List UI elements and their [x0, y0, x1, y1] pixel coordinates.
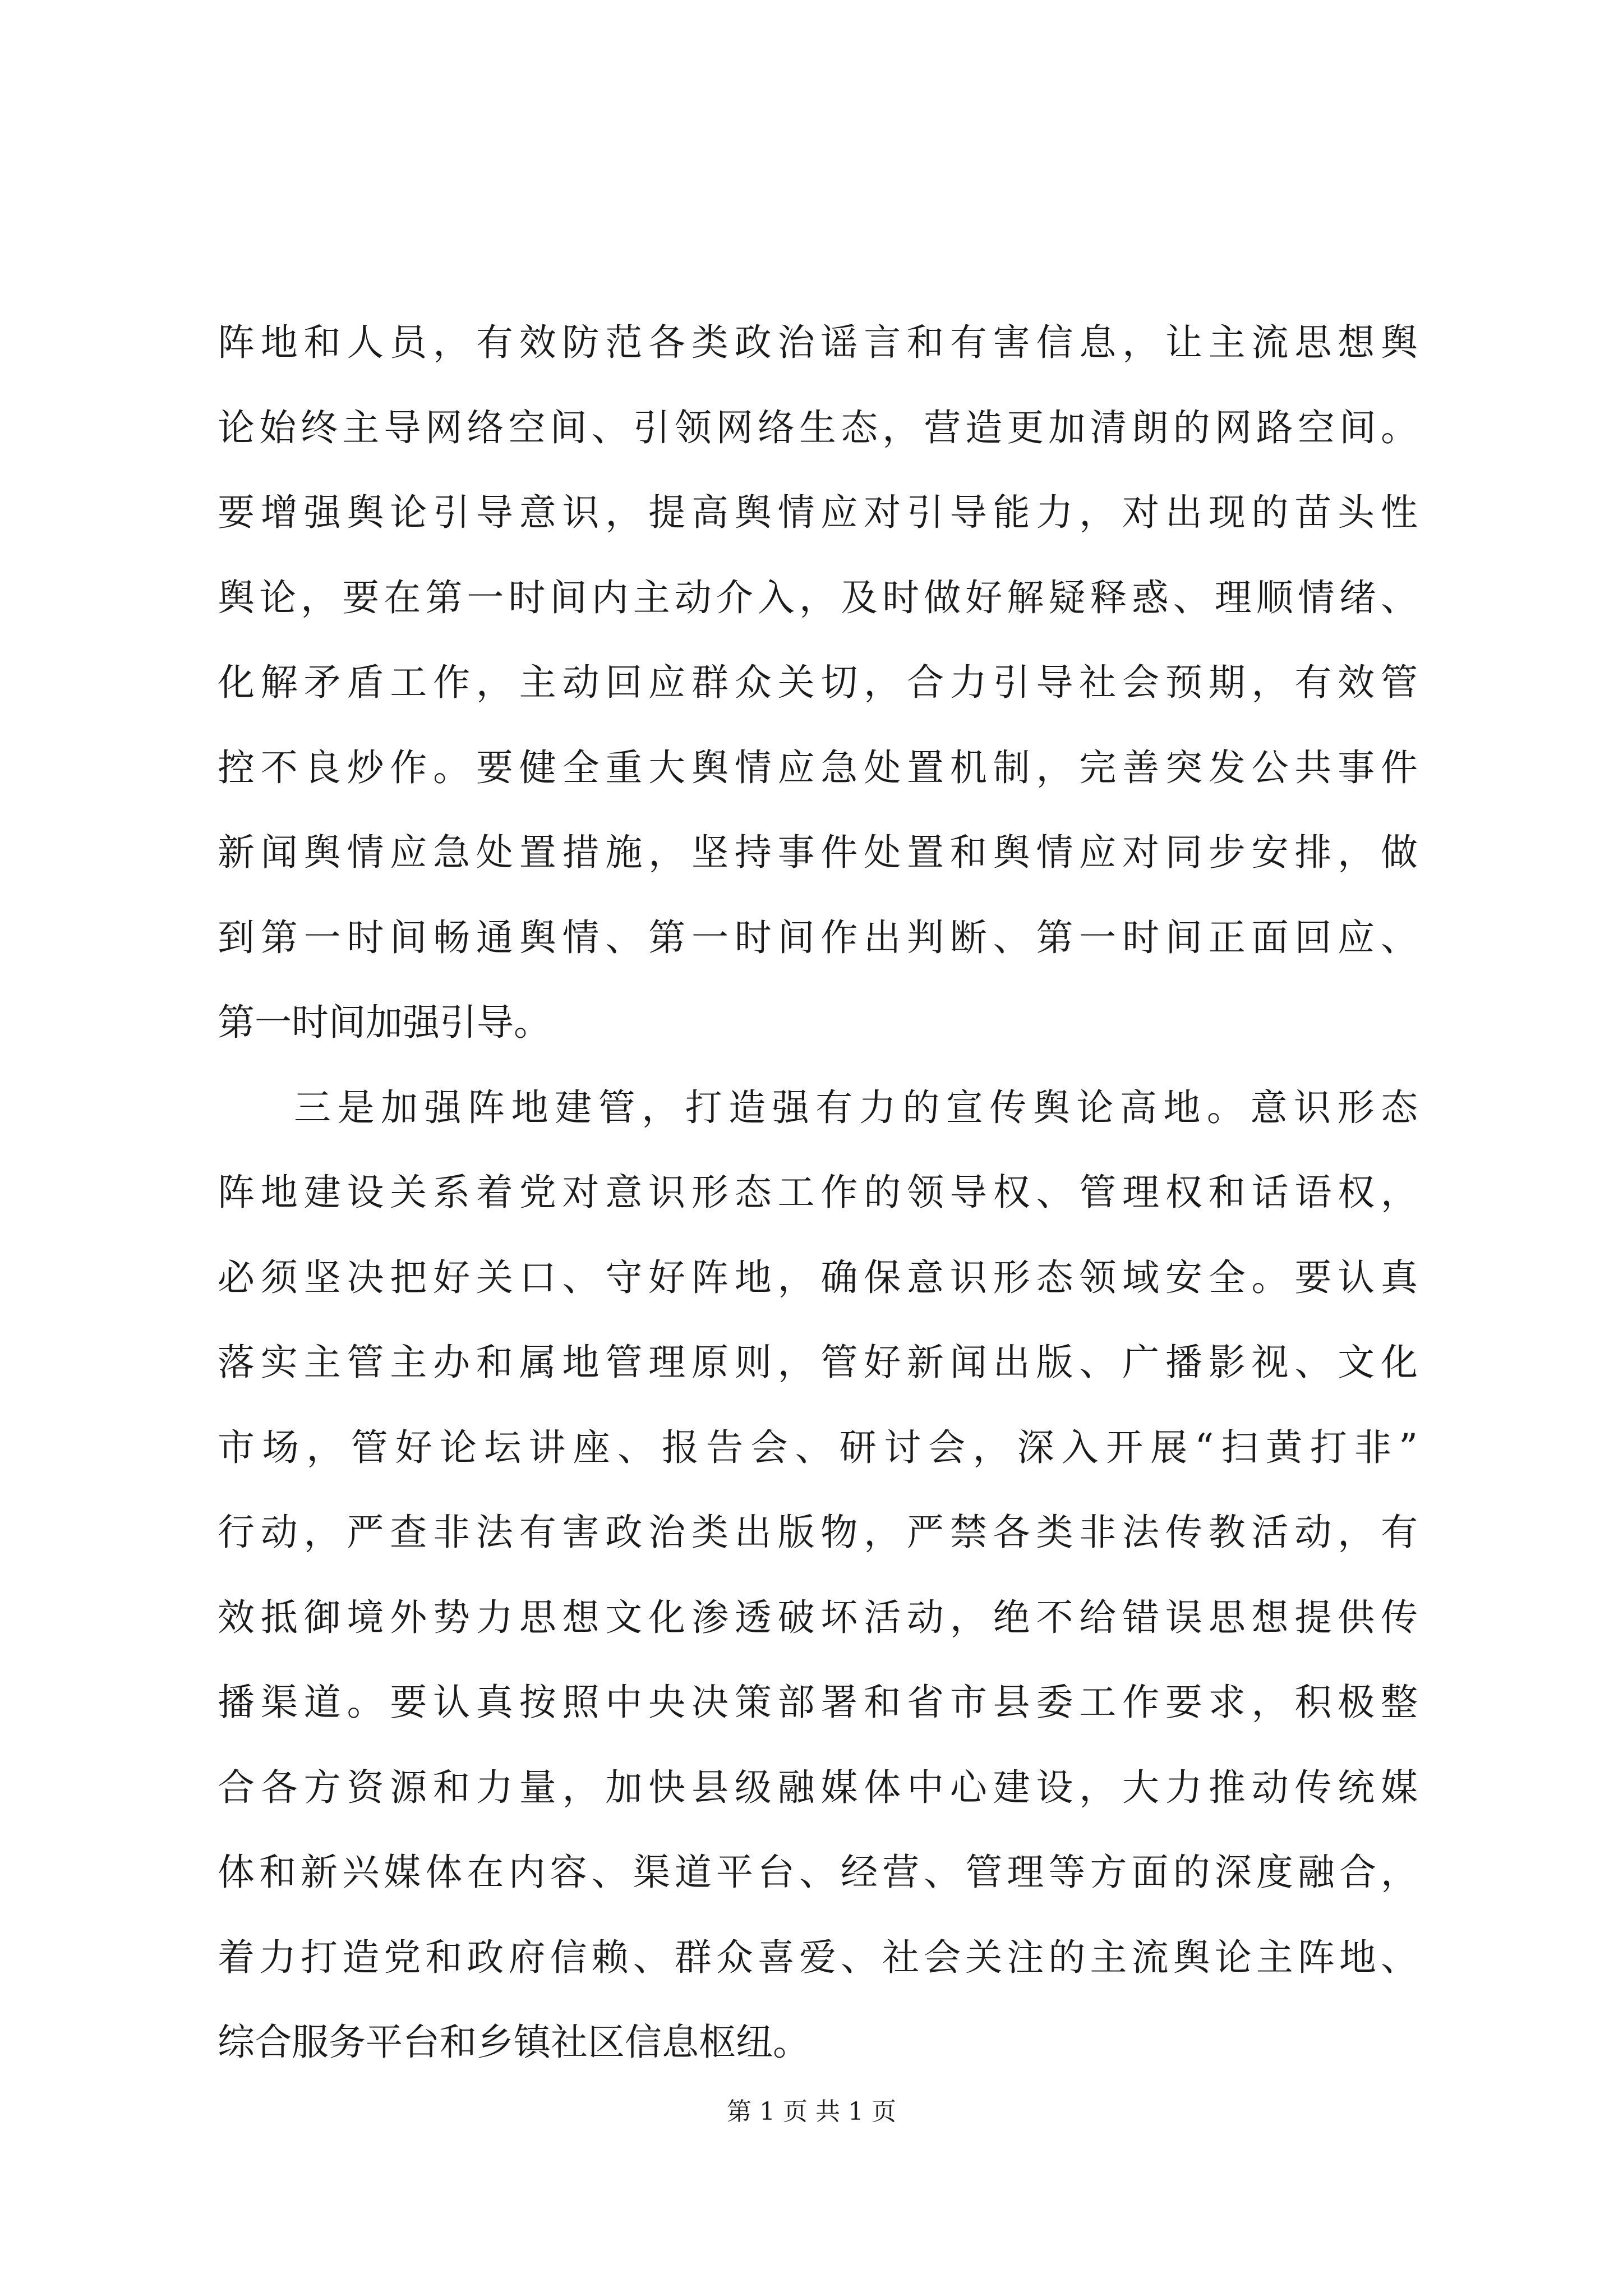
text-line: 新闻舆情应急处置措施，坚持事件处置和舆情应对同步安排，做: [218, 831, 1418, 874]
paragraph-first-line: 三是加强阵地建管，打造强有力的宣传舆论高地。意识形态: [294, 1085, 1418, 1129]
text-line: 效抵御境外势力思想文化渗透破坏活动，绝不给错误思想提供传: [218, 1595, 1418, 1639]
page-footer: 第 1 页 共 1 页: [727, 2097, 896, 2126]
text-line: 控不良炒作。要健全重大舆情应急处置机制，完善突发公共事件: [218, 746, 1418, 789]
text-line: 体和新兴媒体在内容、渠道平台、经营、管理等方面的深度融合，: [218, 1851, 1418, 1894]
text-line: 舆论，要在第一时间内主动介入，及时做好解疑释惑、理顺情绪、: [218, 576, 1418, 619]
text-line: 播渠道。要认真按照中央决策部署和省市县委工作要求，积极整: [218, 1681, 1418, 1724]
text-line: 论始终主导网络空间、引领网络生态，营造更加清朗的网路空间。: [218, 406, 1418, 449]
text-line: 第一时间加强引导。: [218, 1001, 551, 1044]
text-line: 必须坚决把好关口、守好阵地，确保意识形态领域安全。要认真: [218, 1255, 1418, 1299]
text-line: 要增强舆论引导意识，提高舆情应对引导能力，对出现的苗头性: [218, 491, 1418, 534]
text-line: 阵地和人员，有效防范各类政治谣言和有害信息，让主流思想舆: [218, 321, 1418, 364]
text-line: 合各方资源和力量，加快县级融媒体中心建设，大力推动传统媒: [218, 1765, 1418, 1809]
text-line: 化解矛盾工作，主动回应群众关切，合力引导社会预期，有效管: [218, 661, 1418, 704]
text-line: 着力打造党和政府信赖、群众喜爱、社会关注的主流舆论主阵地、: [218, 1935, 1418, 1979]
text-line: 综合服务平台和乡镇社区信息枢纽。: [218, 2021, 810, 2064]
text-line: 市场，管好论坛讲座、报告会、研讨会，深入开展“扫黄打非”: [218, 1425, 1418, 1469]
body-text: [218, 300, 1418, 2085]
text-line: 行动，严查非法有害政治类出版物，严禁各类非法传教活动，有: [218, 1511, 1418, 1554]
text-line: 落实主管主办和属地管理原则，管好新闻出版、广播影视、文化: [218, 1341, 1418, 1384]
text-line: 到第一时间畅通舆情、第一时间作出判断、第一时间正面回应、: [218, 915, 1418, 959]
text-line: 阵地建设关系着党对意识形态工作的领导权、管理权和话语权，: [218, 1171, 1418, 1214]
